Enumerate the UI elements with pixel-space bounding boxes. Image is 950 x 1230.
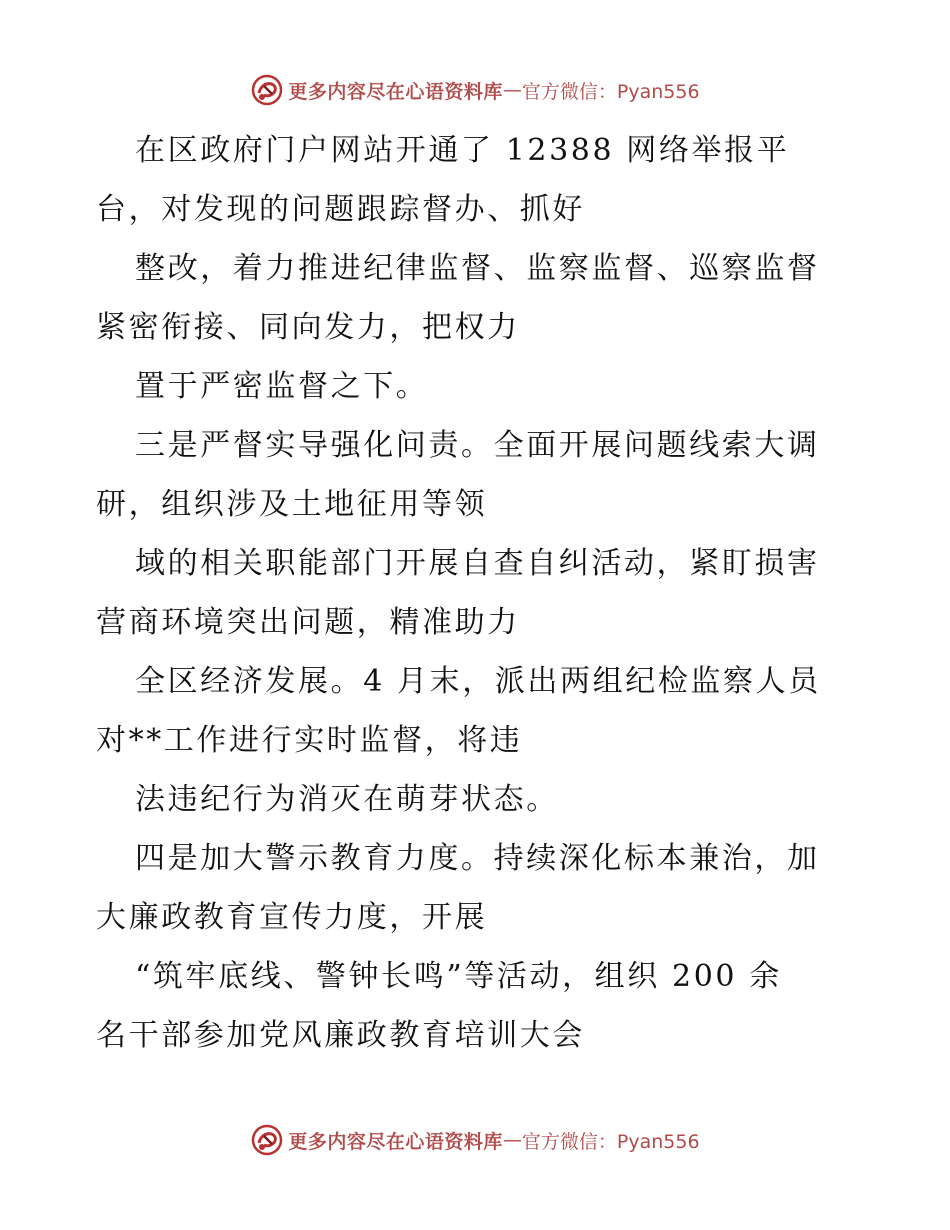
text-line: 营商环境突出问题，精准助力 xyxy=(96,605,520,640)
banner-site-name: 更多内容尽在心语资料库 xyxy=(288,80,503,103)
text-line: 置于严密监督之下。 xyxy=(135,369,429,404)
banner-separator: — xyxy=(502,79,522,101)
banner-separator: — xyxy=(502,1129,522,1151)
text-line: “筑牢底线、警钟长鸣”等活动，组织 200 余 xyxy=(135,959,782,994)
text-line: 全区经济发展。4 月末，派出两组纪检监察人员 xyxy=(135,664,821,699)
text-line: 在区政府门户网站开通了 12388 网络举报平 xyxy=(135,133,790,168)
text-line: 对**工作进行实时监督，将违 xyxy=(96,723,523,758)
text-line: 名干部参加党风廉政教育培训大会 xyxy=(96,1018,585,1053)
text-line: 台，对发现的问题跟踪督办、抓好 xyxy=(96,192,585,227)
text-line: 研，组织涉及土地征用等领 xyxy=(96,487,488,522)
text-line: 整改，着力推进纪律监督、监察监督、巡察监督 xyxy=(135,251,820,286)
text-line: 域的相关职能部门开展自查自纠活动，紧盯损害 xyxy=(135,546,820,581)
banner-site-name: 更多内容尽在心语资料库 xyxy=(288,1130,503,1153)
red-swirl-logo-icon xyxy=(250,1123,284,1157)
text-line: 四是加大警示教育力度。持续深化标本兼治，加 xyxy=(135,841,820,876)
text-line: 紧密衔接、同向发力，把权力 xyxy=(96,310,520,345)
footer-banner xyxy=(0,1120,950,1160)
banner-wechat-id: 官方微信：Pyan556 xyxy=(521,1130,700,1153)
text-line: 法违纪行为消灭在萌芽状态。 xyxy=(135,782,559,817)
header-banner xyxy=(0,70,950,110)
text-line: 三是严督实导强化问责。全面开展问题线索大调 xyxy=(135,428,820,463)
red-swirl-logo-icon xyxy=(250,73,284,107)
text-line: 大廉政教育宣传力度，开展 xyxy=(96,900,488,935)
banner-wechat-id: 官方微信：Pyan556 xyxy=(521,80,700,103)
